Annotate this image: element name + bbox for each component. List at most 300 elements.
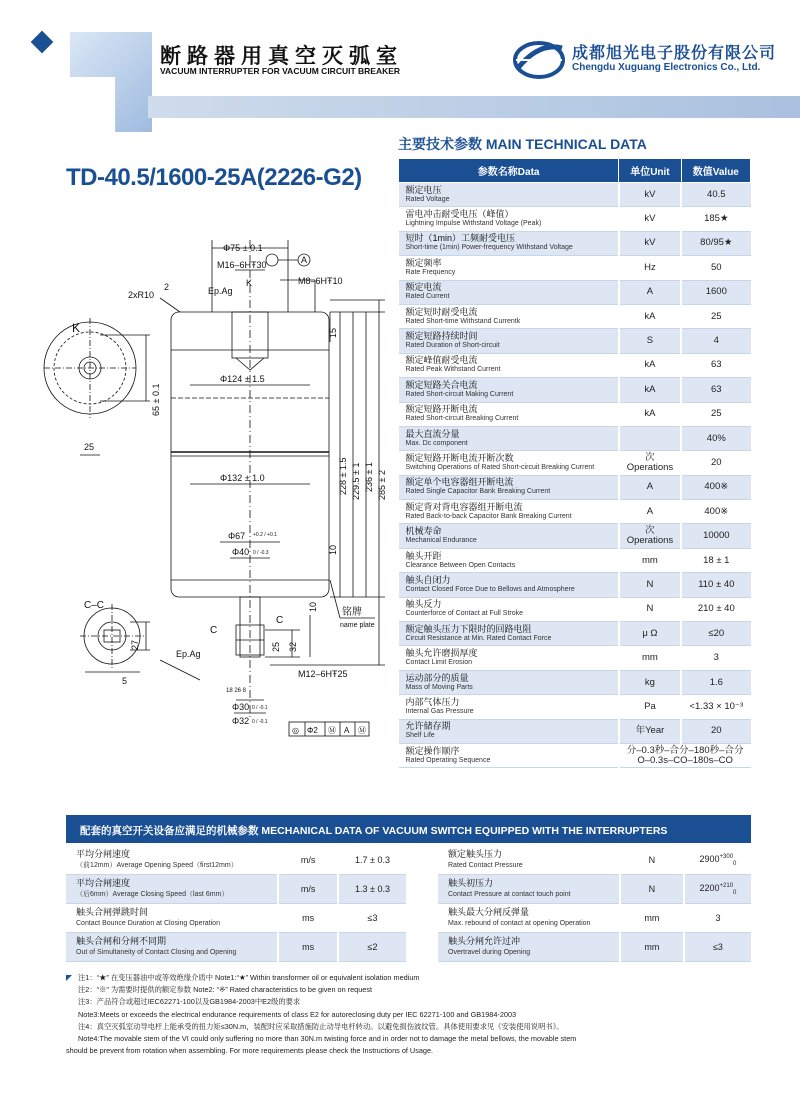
row-value: 1.6 — [709, 676, 723, 688]
row-value: 400※ — [704, 481, 729, 493]
row-name-en: Rated Voltage — [405, 195, 450, 203]
row-name — [399, 451, 619, 475]
row-value-cell — [681, 183, 750, 207]
row-value-cell — [681, 256, 750, 280]
table-row — [399, 329, 751, 353]
row-name-cn: 触头开距 — [405, 550, 442, 561]
tol-concentric-icon: ◎ — [292, 726, 299, 735]
row-value-cell — [681, 573, 750, 597]
row-name-en: Rated Short-time Withstand Currentk — [405, 317, 521, 325]
mech-unit: N — [620, 875, 684, 904]
row-name-en: Rated Short-circuit Making Current — [405, 390, 514, 398]
main-technical-table — [398, 158, 751, 768]
row-name-cn: 额定短时耐受电流 — [405, 306, 478, 317]
row-name-en: Rate Frequency — [405, 268, 456, 276]
row-unit: kA — [644, 359, 656, 371]
row-value: 20 — [711, 725, 722, 737]
row-name-cn: 额定电流 — [405, 282, 442, 293]
row-name — [399, 646, 619, 670]
label-k-top: K — [246, 278, 253, 288]
row-name-cn: 内部气体压力 — [405, 696, 460, 707]
mech-name — [66, 875, 278, 904]
row-name-en: Rated Back-to-back Capacitor Bank Breaking Current — [405, 512, 572, 520]
mechanical-table-right — [438, 846, 751, 962]
row-value-cell — [681, 719, 750, 743]
row-value: 40.5 — [707, 188, 726, 200]
row-value: 40% — [706, 432, 726, 444]
row-name — [399, 426, 619, 450]
row-value: 25 — [711, 310, 722, 322]
dim-two: 2 — [164, 282, 170, 292]
mech-value: 2900 — [699, 853, 720, 864]
table-row — [399, 743, 751, 767]
row-unit-cell — [619, 548, 681, 572]
header-corner-decoration — [70, 32, 152, 132]
mech-value-cell — [684, 904, 751, 933]
table-row — [399, 719, 751, 743]
dim-phi32: Φ32 — [232, 716, 250, 726]
section-cc-label: C–C — [84, 600, 105, 611]
mech-name-en: Overtravel during Opening — [448, 949, 531, 956]
row-name — [399, 183, 619, 207]
table-row — [66, 875, 406, 904]
row-name-cn: 额定单个电容器组开断电流 — [405, 477, 514, 488]
tol-datum-a: A — [344, 726, 350, 735]
mech-value-cell — [338, 933, 406, 962]
row-value-cell — [681, 646, 750, 670]
note-line: Note3:Meets or exceeds the electrical endurance requirements of class E2 for autoreclosing duty per IEC 62271-100 and GB1984-2003 — [78, 1009, 517, 1019]
row-name-en: Clearance Between Open Contacts — [405, 561, 516, 569]
dim-236: 236 ± 1 — [364, 462, 374, 492]
row-unit-2: Operations — [626, 461, 674, 473]
mech-name-cn: 触头合闸和分闸不同期 — [76, 936, 167, 946]
row-value: ≤20 — [708, 627, 725, 639]
row-value-cell — [681, 378, 750, 402]
mech-name-cn: 额定触头压力 — [448, 849, 503, 859]
tol-phi2: Φ2 — [307, 726, 318, 735]
table-row — [399, 524, 751, 548]
dim-phi32-tol: 0 / -0.1 — [252, 719, 268, 725]
company-name-cn: 成都旭光电子股份有限公司 — [572, 45, 777, 62]
table-row — [399, 353, 751, 377]
mech-name-en: Max. rebound of contact at opening Operation — [448, 920, 591, 927]
row-name-cn: 额定频率 — [405, 257, 442, 268]
table-header-row — [399, 159, 751, 183]
mech-value-cell — [338, 875, 406, 904]
row-name — [399, 329, 619, 353]
row-value-cell — [681, 353, 750, 377]
row-unit-cell — [619, 573, 681, 597]
table-row — [399, 256, 751, 280]
row-name-en: Mass of Moving Parts — [405, 683, 473, 691]
mech-unit: mm — [620, 904, 684, 933]
row-name — [399, 597, 619, 621]
row-value: 63 — [711, 383, 722, 395]
note-line: should be prevent from rotation when assembling. For more requirements please check the Instructions of Usage. — [66, 1046, 434, 1056]
row-unit: Pa — [644, 700, 656, 712]
row-unit-cell — [619, 524, 681, 548]
row-unit: kA — [644, 310, 656, 322]
table-row — [66, 846, 406, 875]
row-name-cn: 机械寿命 — [405, 526, 442, 537]
row-unit-cell — [619, 280, 681, 304]
row-value-cell — [681, 329, 750, 353]
row-name-en: Rated Current — [405, 293, 450, 301]
table-row — [438, 904, 751, 933]
dim-phi30: Φ30 — [232, 702, 250, 712]
row-name-en: Lightning Impulse Withstand Voltage (Peak) — [405, 220, 542, 228]
row-unit: kA — [644, 408, 656, 420]
row-value-cell — [681, 500, 750, 524]
mech-value: ≤3 — [712, 942, 723, 952]
row-name-cn: 触头允许磨损厚度 — [405, 648, 478, 659]
note-line: 注4：真空灭弧室动导电杆上能承受的扭力矩≤30N.m，装配时应采取措施防止动导电杆转动。以避免损伤波纹管。具体使用要求见《安装使用说明书》。 — [78, 1021, 564, 1031]
table-row — [438, 846, 751, 875]
row-value: 80/95★ — [700, 237, 733, 249]
row-unit-cell — [619, 256, 681, 280]
row-unit-cell — [619, 670, 681, 694]
table-row — [399, 597, 751, 621]
row-unit: kg — [644, 676, 655, 688]
dim-small: 18 26 8 — [226, 688, 247, 694]
mech-name-cn: 触头最大分闸反弹量 — [448, 907, 530, 917]
row-value: 63 — [711, 359, 722, 371]
mech-value-tol-lower: 0 — [733, 860, 737, 867]
row-name-cn: 允许储存期 — [405, 721, 451, 732]
row-unit-cell — [619, 304, 681, 328]
row-value-cell — [681, 402, 750, 426]
mech-name-cn: 平均分闸速度 — [76, 849, 131, 859]
mech-name-cn: 触头初压力 — [448, 878, 494, 888]
row-name-en: Rated Peak Withstand Current — [405, 366, 501, 374]
mech-name — [66, 904, 278, 933]
row-unit-cell — [619, 622, 681, 646]
row-value-cell — [681, 426, 750, 450]
dim-m8-thread: M8–6HŦ10 — [298, 276, 343, 286]
dim-228: 228 ± 1.5 — [338, 457, 348, 495]
dim-5: 5 — [122, 676, 128, 686]
row-unit-cell — [619, 231, 681, 255]
mech-value-cell — [338, 904, 406, 933]
row-value-cell — [681, 622, 750, 646]
row-name-en: Short-time (1min) Power-frequency Withstand Voltage — [405, 244, 573, 252]
mech-unit: m/s — [278, 846, 338, 875]
row-name — [399, 719, 619, 743]
dim-10: 10 — [328, 544, 338, 555]
row-unit: kA — [644, 383, 656, 395]
row-name — [399, 280, 619, 304]
mech-unit: ms — [278, 904, 338, 933]
row-name — [399, 573, 619, 597]
dim-m16-thread: M16–6HŦ30 — [217, 260, 267, 270]
mech-unit: mm — [620, 933, 684, 962]
label-epag-top: Ep.Ag — [208, 286, 233, 296]
mech-value-cell — [338, 846, 406, 875]
row-unit: Hz — [644, 261, 656, 273]
product-title-cn: 断路器用真空灭弧室 — [160, 45, 403, 68]
row-name-en: Rated Duration of Short-circuit — [405, 342, 500, 350]
mech-name-cn: 触头分闸允许过冲 — [448, 936, 521, 946]
mech-name-cn: 触头合闸弹跳时间 — [76, 907, 149, 917]
table-row — [399, 183, 751, 207]
table-row — [399, 402, 751, 426]
dim-phi75: Φ75 ± 0.1 — [223, 243, 263, 253]
row-unit: A — [646, 505, 654, 517]
table-row — [399, 670, 751, 694]
row-unit: 次 — [645, 451, 655, 463]
dim-phi67-tol: +0.2 / +0.1 — [253, 532, 277, 538]
table-row — [399, 451, 751, 475]
mech-name — [438, 875, 620, 904]
row-name — [399, 353, 619, 377]
table-row — [399, 231, 751, 255]
table-row — [66, 933, 406, 962]
row-unit: 年Year — [635, 725, 665, 737]
mech-name-en: （前12mm）Average Opening Speed（first12mm） — [76, 862, 238, 869]
row-name — [399, 402, 619, 426]
row-name-cn: 额定短路持续时间 — [405, 331, 478, 342]
dim-phi67: Φ67 — [228, 531, 246, 541]
row-name — [399, 524, 619, 548]
tol-mmc-icon-2: Ⓜ — [358, 726, 366, 735]
row-value-cell — [681, 597, 750, 621]
mech-unit: ms — [278, 933, 338, 962]
mech-value: 1.3 ± 0.3 — [355, 884, 390, 894]
row-unit-cell — [619, 183, 681, 207]
mech-name-en: （后6mm）Average Closing Speed（last 6mm） — [76, 891, 229, 898]
label-k-left: K — [72, 321, 81, 335]
mech-name — [66, 933, 278, 962]
table-row — [399, 475, 751, 499]
mech-value: 1.7 ± 0.3 — [355, 855, 390, 865]
row-name-en: Rated Operating Sequence — [405, 756, 491, 764]
row-value-cell — [681, 475, 750, 499]
row-value: 分–0.3秒–合分–180秒–合分 — [626, 744, 744, 756]
header-band — [148, 96, 800, 118]
mech-name-en: Contact Bounce Duration at Closing Operation — [76, 920, 220, 927]
nameplate-label-en: name plate — [340, 622, 375, 629]
row-name-en: Mechanical Endurance — [405, 537, 477, 545]
dim-25: 25 — [84, 442, 95, 452]
row-name-cn: 短时（1min）工频耐受电压 — [405, 233, 516, 244]
mech-value-cell — [684, 846, 751, 875]
company-logo-icon — [512, 38, 566, 82]
product-title-en: VACUUM INTERRUPTER FOR VACUUM CIRCUIT BREAKER — [160, 66, 401, 76]
table-row — [399, 207, 751, 231]
row-name-en: Contact Closed Force Due to Bellows and Atmosphere — [405, 585, 575, 593]
row-value: <1.33 × 10⁻³ — [689, 700, 744, 712]
dim-phi40: Φ40 — [232, 547, 250, 557]
dim-m12-thread: M12–6HŦ25 — [298, 669, 348, 679]
row-name-cn: 额定峰值耐受电流 — [405, 355, 478, 366]
table-row — [399, 280, 751, 304]
row-unit-cell — [619, 426, 681, 450]
row-name-en: Switching Operations of Rated Short-circuit Breaking Current — [405, 463, 595, 471]
row-name — [399, 256, 619, 280]
row-name — [399, 695, 619, 719]
row-name — [399, 670, 619, 694]
mech-name — [438, 904, 620, 933]
row-name-cn: 额定背对背电容器组开断电流 — [405, 501, 523, 512]
main-table-title: 主要技术参数 MAIN TECHNICAL DATA — [398, 136, 647, 152]
row-unit: kV — [644, 213, 656, 225]
interrupter-dimension-drawing — [40, 220, 395, 740]
row-name-en: Internal Gas Pressure — [405, 707, 474, 715]
note-line: 注1：“★” 在变压器油中或等效绝缘介质中 Note1:“★” Within transformer oil or equivalent isolation medium — [78, 973, 420, 982]
model-number: TD-40.5/1600-25A(2226-G2) — [66, 164, 362, 191]
mech-name-en: Out of Simultaneity of Contact Closing and Opening — [76, 949, 237, 956]
row-name-cn: 额定电压 — [405, 184, 442, 195]
mech-name-cn: 平均合闸速度 — [76, 878, 131, 888]
row-name — [399, 475, 619, 499]
row-value-cell — [619, 743, 751, 767]
row-unit: kV — [644, 188, 656, 200]
row-unit-cell — [619, 597, 681, 621]
row-value-cell — [681, 524, 750, 548]
row-value-cell — [681, 548, 750, 572]
row-value: 18 ± 1 — [703, 554, 730, 566]
row-unit-cell — [619, 719, 681, 743]
row-value-cell — [681, 207, 750, 231]
row-value: 210 ± 40 — [697, 603, 735, 615]
row-name-en: Contact Limit Erosion — [405, 659, 473, 667]
row-name-cn: 额定操作顺序 — [405, 745, 460, 756]
row-unit: mm — [642, 652, 658, 664]
row-value: 25 — [711, 408, 722, 420]
note-line: Note4:The movable stem of the VI could only suffering no more than 30N.m twisting force and in order not to damage the metal bellows, the movable stem — [78, 1034, 577, 1044]
dim-10b: 10 — [308, 601, 318, 612]
row-name-cn: 额定短路开断电流 — [405, 404, 478, 415]
row-name-en: Rated Short-circuit Breaking Current — [405, 415, 519, 423]
table-row — [438, 875, 751, 904]
row-unit: A — [646, 481, 654, 493]
row-value-cell — [681, 451, 750, 475]
datum-a-label: A — [301, 255, 308, 265]
row-unit-cell — [619, 646, 681, 670]
row-name — [399, 500, 619, 524]
mech-value: 3 — [715, 913, 721, 923]
mech-unit: N — [620, 846, 684, 875]
table-row — [438, 933, 751, 962]
row-name-cn: 触头自闭力 — [405, 574, 451, 585]
mech-value-tol-upper: +300 — [719, 853, 734, 860]
table-row — [399, 500, 751, 524]
dim-15: 15 — [328, 327, 338, 338]
mech-name — [438, 933, 620, 962]
dim-229: 229.5 ± 1 — [351, 462, 361, 500]
row-value-cell — [681, 231, 750, 255]
company-name-en: Chengdu Xuguang Electronics Co., Ltd. — [572, 62, 761, 73]
mech-value-tol-upper: +210 — [719, 882, 734, 889]
mech-value: ≤2 — [367, 942, 378, 952]
table-row — [66, 904, 406, 933]
row-unit: N — [646, 578, 654, 590]
section-c-right: C — [276, 615, 284, 626]
dim-285: 285 ± 2 — [377, 470, 387, 500]
row-unit: mm — [642, 554, 658, 566]
row-name-cn: 最大直流分量 — [405, 428, 460, 439]
mech-unit: m/s — [278, 875, 338, 904]
row-unit-cell — [619, 353, 681, 377]
mech-value-cell — [684, 933, 751, 962]
header-unit: 单位Unit — [619, 159, 681, 183]
mech-name — [438, 846, 620, 875]
row-value-cell — [681, 670, 750, 694]
table-row — [399, 695, 751, 719]
dim-27: 27 — [130, 639, 140, 650]
row-unit: kV — [644, 237, 656, 249]
row-unit-cell — [619, 695, 681, 719]
row-name-cn: 额定短路关合电流 — [405, 379, 478, 390]
row-name — [399, 548, 619, 572]
row-name-en: Max. Dc component — [405, 439, 468, 447]
row-value: 50 — [711, 261, 722, 273]
row-name-cn: 雷电冲击耐受电压（峰值） — [405, 209, 514, 220]
dim-65: 65 ± 0.1 — [151, 383, 161, 416]
row-unit-2: Operations — [626, 535, 674, 547]
row-value: 10000 — [703, 530, 730, 542]
row-unit-cell — [619, 402, 681, 426]
note-line: 注3：产品符合或超过IEC62271-100以及GB1984-2003中E2级的要求 — [78, 997, 301, 1007]
mech-value: 2200 — [699, 882, 720, 893]
row-name — [399, 378, 619, 402]
table-row — [399, 378, 751, 402]
mechanical-section-title: 配套的真空开关设备应满足的机械参数 MECHANICAL DATA OF VACUUM SWITCH EQUIPPED WITH THE INTERRUPTERS — [80, 825, 668, 837]
section-c-left: C — [210, 625, 218, 636]
table-row — [399, 622, 751, 646]
row-name-cn: 运动部分的质量 — [405, 672, 469, 683]
mech-value-cell — [684, 875, 751, 904]
row-value: 185★ — [704, 213, 729, 225]
row-unit: A — [646, 286, 654, 298]
header-data: 参数名称Data — [399, 159, 619, 183]
dim-phi40-tol: 0 / -0.3 — [253, 550, 269, 556]
row-name-en: Counterforce of Contact at Full Stroke — [405, 610, 523, 618]
dim-25b: 25 — [271, 641, 281, 652]
dim-32: 32 — [288, 641, 298, 652]
row-name-en: Rated Single Capacitor Bank Breaking Current — [405, 488, 551, 496]
row-unit-cell — [619, 207, 681, 231]
notes-block — [66, 972, 756, 1057]
row-name — [399, 207, 619, 231]
row-unit-cell — [619, 500, 681, 524]
row-unit-cell — [619, 329, 681, 353]
row-name — [399, 743, 619, 767]
row-name-en: Circuit Resistance at Min. Rated Contact Force — [405, 634, 552, 642]
row-name-cn: 额定触头压力下限时的回路电阻 — [405, 623, 532, 634]
row-value: 20 — [711, 456, 722, 468]
row-name — [399, 231, 619, 255]
row-value: 1600 — [705, 286, 727, 298]
row-value-2: O–0.3s–CO–180s–CO — [637, 754, 733, 766]
row-name — [399, 622, 619, 646]
mech-value-tol-lower: 0 — [733, 889, 737, 896]
note-line: 注2：“※” 为需要时提供的额定参数 Note2: “※” Rated characteristics to be given on request — [78, 985, 373, 995]
table-row — [399, 573, 751, 597]
row-unit-cell — [619, 475, 681, 499]
row-name — [399, 304, 619, 328]
dim-phi124: Φ124 ± 1.5 — [220, 374, 265, 384]
row-unit-cell — [619, 451, 681, 475]
mech-value: ≤3 — [367, 913, 378, 923]
header-diamond-decoration — [31, 31, 54, 54]
row-value: 3 — [713, 652, 719, 664]
row-name-en: Shelf Life — [405, 732, 435, 740]
mech-name-en: Rated Contact Pressure — [448, 862, 523, 869]
row-value: 110 ± 40 — [698, 578, 735, 590]
header-value: 数值Value — [681, 159, 750, 183]
mech-name — [66, 846, 278, 875]
